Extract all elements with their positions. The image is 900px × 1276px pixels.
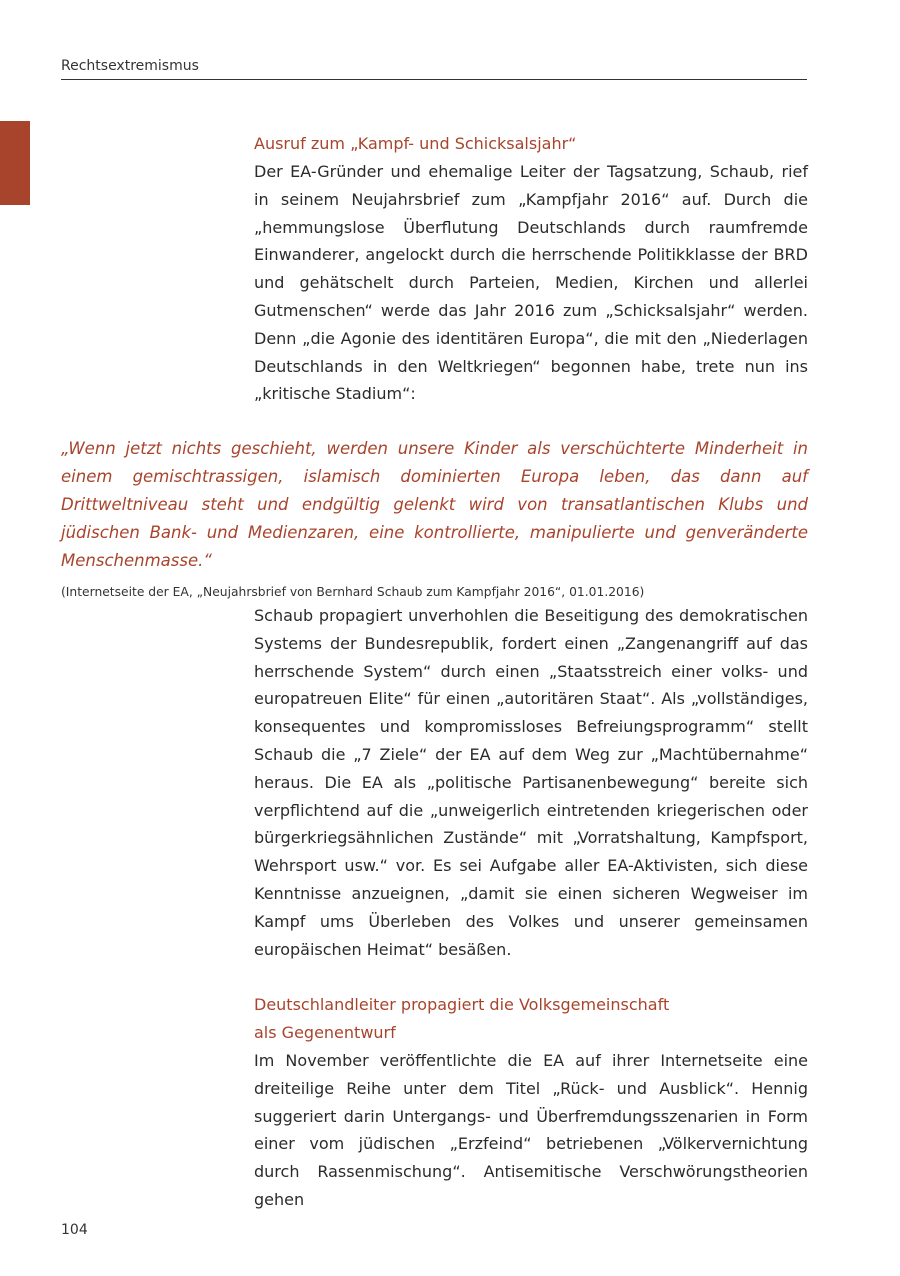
running-title: Rechtsextremismus	[61, 58, 199, 74]
section-volksgemeinschaft	[254, 991, 808, 1214]
paragraph-rueck-und-ausblick: Im November veröffentlichte die EA auf ihrer Internetseite eine dreiteilige Reihe unter dem Titel „Rück- und Ausblick“. Hennig suggeriert darin Untergangs- und Überfremdungsszenarien in Form einer vom jüdischen „Erzfeind“ betriebenen „Völkervernichtung durch Rassenmischung“. Antisemitische Verschwörungstheorien gehen	[254, 1051, 808, 1209]
section-staatsstreich	[254, 602, 808, 963]
paragraph-staatsstreich: Schaub propagiert unverhohlen die Beseitigung des demokratischen Systems der Bundesrepublik, fordert einen „Zangenangriff auf das herrschende System“ durch einen „Staatsstreich einer volks- und europatreuen Elite“ für einen „autoritären Staat“. Als „vollständiges, konsequentes und kompromissloses Befreiungsprogramm“ stellt Schaub die „7 Ziele“ der EA auf dem Weg zur „Machtübernahme“ heraus. Die EA als „politische Partisanenbewegung“ bereite sich verpflichtend auf die „unweigerlich eintretenden kriegerischen oder bürgerkriegsähnlichen Zustände“ mit „Vorratshaltung, Kampfsport, Wehrsport usw.“ vor. Es sei Aufgabe aller EA-Aktivisten, sich diese Kenntnisse anzueignen, „damit sie einen sicheren Wegweiser im Kampf ums Überleben des Volkes und unserer gemeinsamen europäischen Heimat“ besäßen.	[254, 606, 808, 959]
page-number: 104	[61, 1222, 88, 1238]
heading-line-1: Deutschlandleiter propagiert die Volksgemeinschaft	[254, 995, 670, 1014]
block-quote: „Wenn jetzt nichts geschieht, werden unsere Kinder als verschüchterte Minderheit in einem gemischtrassigen, islamisch dominierten Europa leben, das dann auf Drittweltniveau steht und endgültig gelenkt wird von transatlantischen Klubs und jüdischen Bank- und Medienzaren, eine kontrollierte, manipulierte und genveränderte Menschenmasse.“	[61, 439, 808, 570]
chapter-tab-marker	[0, 121, 30, 205]
section-heading-kampfjahr: Ausruf zum „Kampf- und Schicksalsjahr“	[254, 134, 577, 153]
paragraph-neujahrsbrief: Der EA-Gründer und ehemalige Leiter der Tagsatzung, Schaub, rief in seinem Neujahrsbrief zum „Kampfjahr 2016“ auf. Durch die „hemmungslose Überflutung Deutschlands durch raumfremde Einwanderer, angelockt durch die herrschende Politikklasse der BRD und gehätschelt durch Parteien, Medien, Kirchen und allerlei Gutmenschen“ werde das Jahr 2016 zum „Schicksalsjahr“ werden. Denn „die Agonie des identitären Europa“, die mit den „Niederlagen Deutschlands in den Weltkriegen“ begonnen habe, trete nun ins „kritische Stadium“:	[254, 162, 808, 404]
quote-citation: (Internetseite der EA, „Neujahrsbrief von Bernhard Schaub zum Kampfjahr 2016“, 01.01.2016)	[61, 585, 645, 599]
section-kampfjahr	[254, 130, 808, 408]
section-heading-volksgemeinschaft	[254, 991, 808, 1047]
running-header	[61, 58, 807, 80]
quote-block	[61, 435, 808, 601]
heading-line-2: als Gegenentwurf	[254, 1023, 396, 1042]
